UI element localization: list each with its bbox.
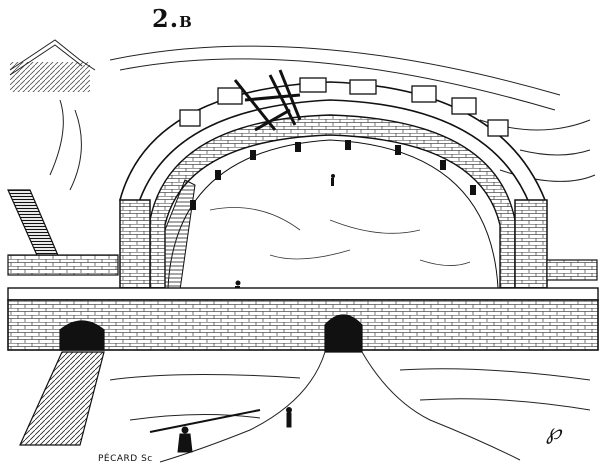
plate-number: 2. xyxy=(152,4,180,33)
left-gate-arch xyxy=(60,321,104,350)
plate-letter: B xyxy=(179,13,193,31)
artist-monogram-icon: ℘ xyxy=(546,420,562,445)
center-gate-arch xyxy=(325,315,362,352)
foreground-workers xyxy=(150,408,292,453)
right-tower xyxy=(515,200,547,295)
left-hillside xyxy=(10,62,90,92)
exterior-staircase-left xyxy=(8,190,60,262)
left-tower xyxy=(120,200,150,295)
plate-label xyxy=(152,4,193,33)
left-battlement xyxy=(8,255,118,275)
engraver-signature: PÉCARD Sc xyxy=(98,454,153,464)
lower-wall-top xyxy=(8,288,598,300)
left-ramp xyxy=(20,352,104,445)
right-battlement xyxy=(547,260,597,280)
